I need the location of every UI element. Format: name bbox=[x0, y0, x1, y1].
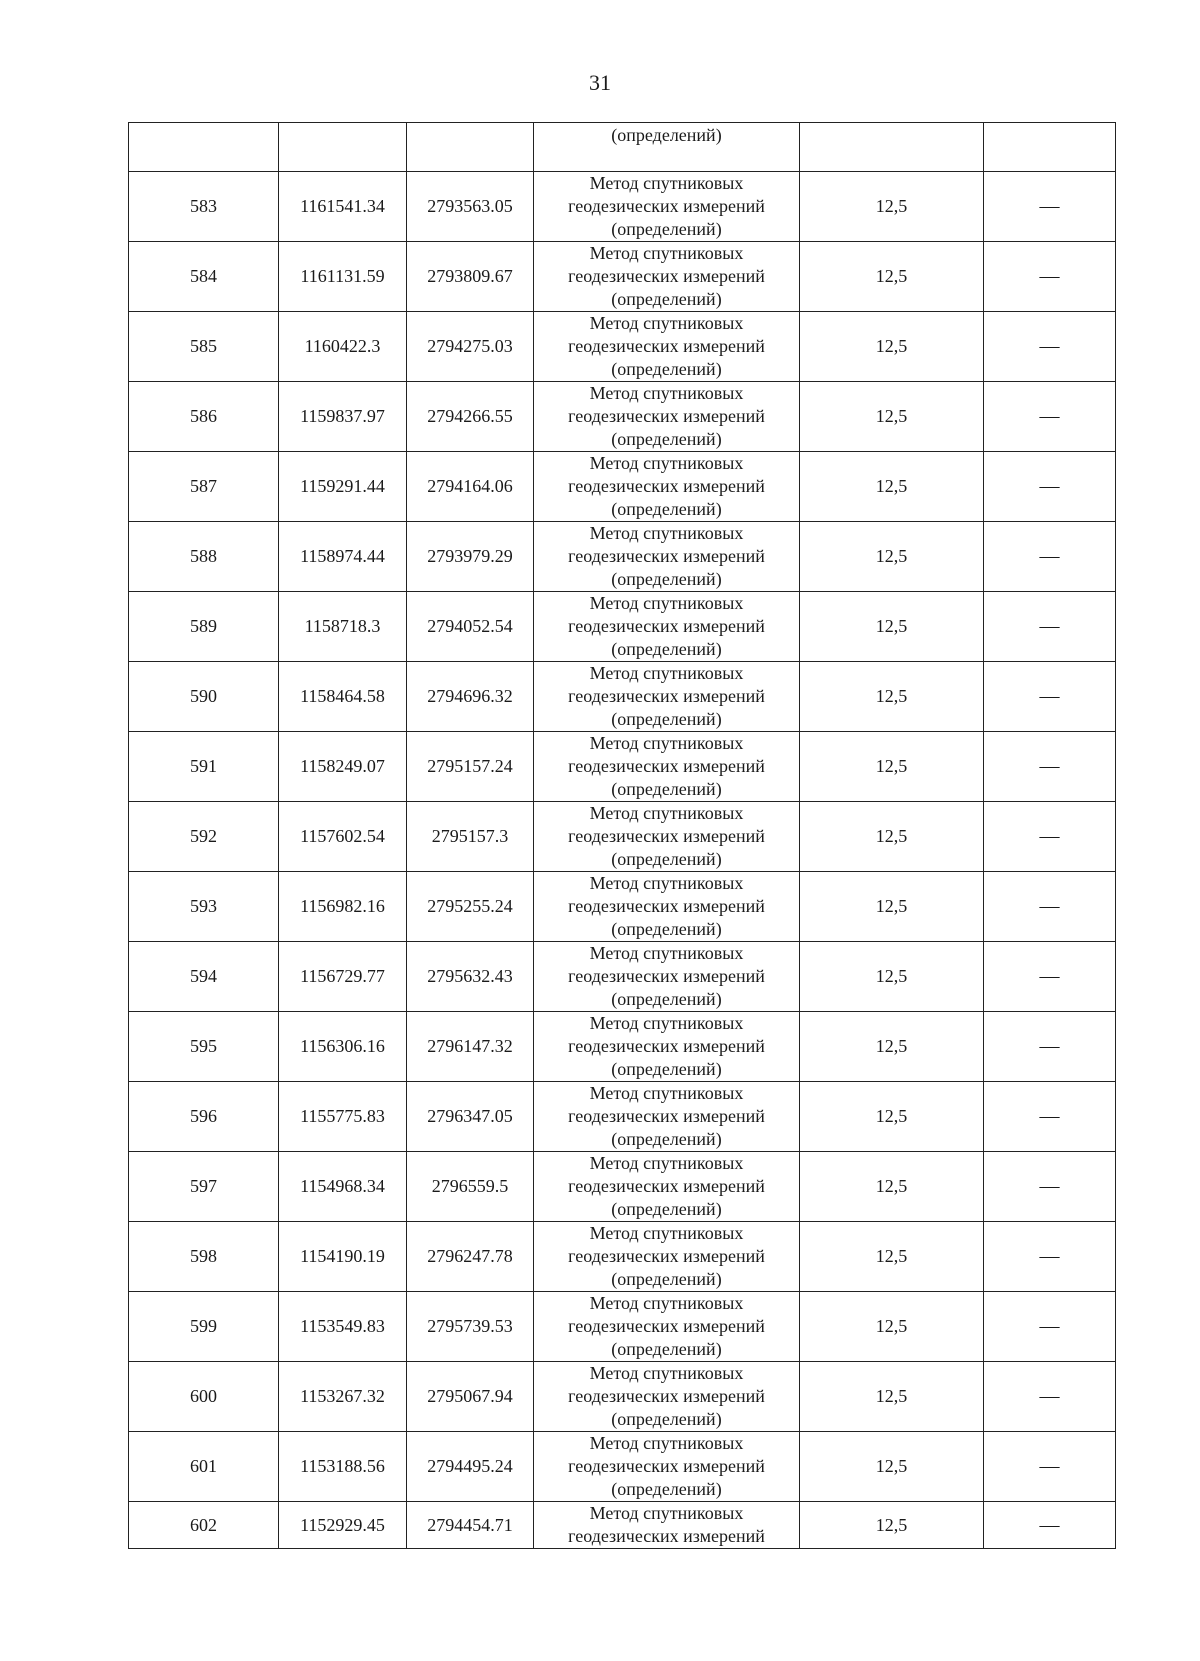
method-line: Метод спутниковых bbox=[589, 313, 744, 333]
table-row bbox=[129, 242, 1116, 312]
x-coordinate-cell: 1156306.16 bbox=[279, 1012, 407, 1082]
method-line: геодезических измерений bbox=[568, 1036, 765, 1056]
table-row bbox=[129, 452, 1116, 522]
point-number-cell: 602 bbox=[129, 1502, 279, 1549]
accuracy-cell: 12,5 bbox=[800, 1362, 984, 1432]
continued-cell-note bbox=[984, 123, 1116, 172]
method-cell bbox=[534, 312, 800, 382]
accuracy-cell: 12,5 bbox=[800, 802, 984, 872]
method-cell bbox=[534, 942, 800, 1012]
y-coordinate-cell: 2795067.94 bbox=[407, 1362, 534, 1432]
method-line: Метод спутниковых bbox=[589, 523, 744, 543]
note-cell: — bbox=[984, 1082, 1116, 1152]
accuracy-cell: 12,5 bbox=[800, 452, 984, 522]
x-coordinate-cell: 1156729.77 bbox=[279, 942, 407, 1012]
y-coordinate-cell: 2794052.54 bbox=[407, 592, 534, 662]
method-line: Метод спутниковых bbox=[589, 1363, 744, 1383]
method-line: Метод спутниковых bbox=[589, 733, 744, 753]
method-line: геодезических измерений bbox=[568, 546, 765, 566]
method-cell bbox=[534, 1362, 800, 1432]
continued-cell-accuracy bbox=[800, 123, 984, 172]
method-line: (определений) bbox=[611, 219, 722, 239]
point-number-cell: 588 bbox=[129, 522, 279, 592]
y-coordinate-cell: 2793563.05 bbox=[407, 172, 534, 242]
point-number-cell: 592 bbox=[129, 802, 279, 872]
y-coordinate-cell: 2794696.32 bbox=[407, 662, 534, 732]
table-row bbox=[129, 662, 1116, 732]
y-coordinate-cell: 2794275.03 bbox=[407, 312, 534, 382]
method-cell bbox=[534, 732, 800, 802]
y-coordinate-cell: 2795157.3 bbox=[407, 802, 534, 872]
method-line: геодезических измерений bbox=[568, 1386, 765, 1406]
table-row bbox=[129, 872, 1116, 942]
x-coordinate-cell: 1159291.44 bbox=[279, 452, 407, 522]
note-cell: — bbox=[984, 1292, 1116, 1362]
method-line: (определений) bbox=[611, 289, 722, 309]
continued-cell-x bbox=[279, 123, 407, 172]
table-row bbox=[129, 1502, 1116, 1549]
x-coordinate-cell: 1153549.83 bbox=[279, 1292, 407, 1362]
point-number-cell: 596 bbox=[129, 1082, 279, 1152]
x-coordinate-cell: 1153267.32 bbox=[279, 1362, 407, 1432]
method-line: (определений) bbox=[611, 359, 722, 379]
method-cell bbox=[534, 1502, 800, 1549]
y-coordinate-cell: 2796247.78 bbox=[407, 1222, 534, 1292]
x-coordinate-cell: 1154968.34 bbox=[279, 1152, 407, 1222]
table-row bbox=[129, 312, 1116, 382]
method-cell bbox=[534, 242, 800, 312]
y-coordinate-cell: 2795632.43 bbox=[407, 942, 534, 1012]
note-cell: — bbox=[984, 802, 1116, 872]
note-cell: — bbox=[984, 592, 1116, 662]
note-cell: — bbox=[984, 942, 1116, 1012]
accuracy-cell: 12,5 bbox=[800, 1502, 984, 1549]
method-line: (определений) bbox=[611, 1339, 722, 1359]
x-coordinate-cell: 1157602.54 bbox=[279, 802, 407, 872]
method-cell bbox=[534, 662, 800, 732]
table-row bbox=[129, 802, 1116, 872]
y-coordinate-cell: 2793809.67 bbox=[407, 242, 534, 312]
method-cell bbox=[534, 522, 800, 592]
note-cell: — bbox=[984, 242, 1116, 312]
method-cell bbox=[534, 1152, 800, 1222]
method-line: геодезических измерений bbox=[568, 966, 765, 986]
y-coordinate-cell: 2794495.24 bbox=[407, 1432, 534, 1502]
y-coordinate-cell: 2796147.32 bbox=[407, 1012, 534, 1082]
method-line: Метод спутниковых bbox=[589, 1293, 744, 1313]
continued-row bbox=[129, 123, 1116, 172]
method-line: геодезических измерений bbox=[568, 196, 765, 216]
x-coordinate-cell: 1154190.19 bbox=[279, 1222, 407, 1292]
method-line: геодезических измерений bbox=[568, 406, 765, 426]
note-cell: — bbox=[984, 382, 1116, 452]
method-line: геодезических измерений bbox=[568, 896, 765, 916]
point-number-cell: 601 bbox=[129, 1432, 279, 1502]
accuracy-cell: 12,5 bbox=[800, 242, 984, 312]
accuracy-cell: 12,5 bbox=[800, 732, 984, 802]
accuracy-cell: 12,5 bbox=[800, 942, 984, 1012]
y-coordinate-cell: 2793979.29 bbox=[407, 522, 534, 592]
method-cell bbox=[534, 1222, 800, 1292]
note-cell: — bbox=[984, 312, 1116, 382]
y-coordinate-cell: 2794454.71 bbox=[407, 1502, 534, 1549]
table-row bbox=[129, 1082, 1116, 1152]
table-row bbox=[129, 172, 1116, 242]
point-number-cell: 600 bbox=[129, 1362, 279, 1432]
method-cell bbox=[534, 1012, 800, 1082]
note-cell: — bbox=[984, 172, 1116, 242]
method-line: (определений) bbox=[611, 1059, 722, 1079]
method-line: Метод спутниковых bbox=[589, 943, 744, 963]
note-cell: — bbox=[984, 1012, 1116, 1082]
table-row bbox=[129, 382, 1116, 452]
method-line: геодезических измерений bbox=[568, 476, 765, 496]
method-cell bbox=[534, 172, 800, 242]
method-line: геодезических измерений bbox=[568, 1316, 765, 1336]
note-cell: — bbox=[984, 1362, 1116, 1432]
method-line: геодезических измерений bbox=[568, 1456, 765, 1476]
method-line: геодезических измерений bbox=[568, 686, 765, 706]
accuracy-cell: 12,5 bbox=[800, 1082, 984, 1152]
x-coordinate-cell: 1159837.97 bbox=[279, 382, 407, 452]
continued-cell-method: (определений) bbox=[534, 123, 800, 172]
method-cell bbox=[534, 802, 800, 872]
continued-cell-number bbox=[129, 123, 279, 172]
method-line: Метод спутниковых bbox=[589, 873, 744, 893]
accuracy-cell: 12,5 bbox=[800, 592, 984, 662]
x-coordinate-cell: 1152929.45 bbox=[279, 1502, 407, 1549]
note-cell: — bbox=[984, 1152, 1116, 1222]
y-coordinate-cell: 2796347.05 bbox=[407, 1082, 534, 1152]
method-line: Метод спутниковых bbox=[589, 173, 744, 193]
table-row bbox=[129, 1222, 1116, 1292]
method-line: (определений) bbox=[611, 779, 722, 799]
accuracy-cell: 12,5 bbox=[800, 1012, 984, 1082]
accuracy-cell: 12,5 bbox=[800, 1222, 984, 1292]
page-number: 31 bbox=[589, 70, 611, 95]
method-line: (определений) bbox=[611, 639, 722, 659]
point-number-cell: 598 bbox=[129, 1222, 279, 1292]
table-row bbox=[129, 1152, 1116, 1222]
accuracy-cell: 12,5 bbox=[800, 172, 984, 242]
y-coordinate-cell: 2794164.06 bbox=[407, 452, 534, 522]
method-line: (определений) bbox=[611, 1409, 722, 1429]
point-number-cell: 586 bbox=[129, 382, 279, 452]
method-line: геодезических измерений bbox=[568, 266, 765, 286]
accuracy-cell: 12,5 bbox=[800, 662, 984, 732]
method-line: (определений) bbox=[611, 709, 722, 729]
method-line: Метод спутниковых bbox=[589, 1433, 744, 1453]
method-line: (определений) bbox=[611, 1129, 722, 1149]
method-line: Метод спутниковых bbox=[589, 1083, 744, 1103]
table-row bbox=[129, 1292, 1116, 1362]
table-row bbox=[129, 522, 1116, 592]
x-coordinate-cell: 1155775.83 bbox=[279, 1082, 407, 1152]
method-line: (определений) bbox=[611, 429, 722, 449]
note-cell: — bbox=[984, 1222, 1116, 1292]
x-coordinate-cell: 1161131.59 bbox=[279, 242, 407, 312]
method-cell bbox=[534, 592, 800, 662]
method-line: Метод спутниковых bbox=[589, 663, 744, 683]
method-cell bbox=[534, 872, 800, 942]
y-coordinate-cell: 2794266.55 bbox=[407, 382, 534, 452]
point-number-cell: 585 bbox=[129, 312, 279, 382]
x-coordinate-cell: 1160422.3 bbox=[279, 312, 407, 382]
point-number-cell: 594 bbox=[129, 942, 279, 1012]
method-line: геодезических измерений bbox=[568, 616, 765, 636]
method-line: (определений) bbox=[611, 1199, 722, 1219]
method-line: геодезических измерений bbox=[568, 1526, 765, 1546]
y-coordinate-cell: 2795739.53 bbox=[407, 1292, 534, 1362]
note-cell: — bbox=[984, 522, 1116, 592]
x-coordinate-cell: 1153188.56 bbox=[279, 1432, 407, 1502]
coordinates-table bbox=[128, 122, 1116, 1549]
accuracy-cell: 12,5 bbox=[800, 312, 984, 382]
x-coordinate-cell: 1158249.07 bbox=[279, 732, 407, 802]
method-cell bbox=[534, 1082, 800, 1152]
point-number-cell: 597 bbox=[129, 1152, 279, 1222]
method-line: (определений) bbox=[611, 919, 722, 939]
y-coordinate-cell: 2796559.5 bbox=[407, 1152, 534, 1222]
method-line: Метод спутниковых bbox=[589, 1013, 744, 1033]
table-row bbox=[129, 1432, 1116, 1502]
table-row bbox=[129, 942, 1116, 1012]
note-cell: — bbox=[984, 662, 1116, 732]
coordinates-table-body bbox=[129, 123, 1116, 1549]
method-line: Метод спутниковых bbox=[589, 1503, 744, 1523]
method-line: (определений) bbox=[611, 569, 722, 589]
method-line: Метод спутниковых bbox=[589, 243, 744, 263]
x-coordinate-cell: 1156982.16 bbox=[279, 872, 407, 942]
accuracy-cell: 12,5 bbox=[800, 522, 984, 592]
note-cell: — bbox=[984, 1432, 1116, 1502]
method-line: Метод спутниковых bbox=[589, 383, 744, 403]
note-cell: — bbox=[984, 872, 1116, 942]
method-line: геодезических измерений bbox=[568, 1176, 765, 1196]
point-number-cell: 584 bbox=[129, 242, 279, 312]
method-cell bbox=[534, 1432, 800, 1502]
x-coordinate-cell: 1158718.3 bbox=[279, 592, 407, 662]
method-cell bbox=[534, 452, 800, 522]
method-line: геодезических измерений bbox=[568, 336, 765, 356]
method-line: Метод спутниковых bbox=[589, 1153, 744, 1173]
accuracy-cell: 12,5 bbox=[800, 872, 984, 942]
table-row bbox=[129, 1362, 1116, 1432]
table-row bbox=[129, 592, 1116, 662]
method-line: геодезических измерений bbox=[568, 1246, 765, 1266]
note-cell: — bbox=[984, 1502, 1116, 1549]
method-line: (определений) bbox=[611, 849, 722, 869]
table-row bbox=[129, 1012, 1116, 1082]
x-coordinate-cell: 1158464.58 bbox=[279, 662, 407, 732]
method-line: Метод спутниковых bbox=[589, 593, 744, 613]
method-line: Метод спутниковых bbox=[589, 453, 744, 473]
method-line: (определений) bbox=[611, 989, 722, 1009]
continued-cell-y bbox=[407, 123, 534, 172]
method-cell bbox=[534, 1292, 800, 1362]
method-line: (определений) bbox=[611, 1269, 722, 1289]
point-number-cell: 591 bbox=[129, 732, 279, 802]
method-cell bbox=[534, 382, 800, 452]
note-cell: — bbox=[984, 732, 1116, 802]
method-line: (определений) bbox=[611, 1479, 722, 1499]
point-number-cell: 583 bbox=[129, 172, 279, 242]
point-number-cell: 599 bbox=[129, 1292, 279, 1362]
accuracy-cell: 12,5 bbox=[800, 1432, 984, 1502]
x-coordinate-cell: 1161541.34 bbox=[279, 172, 407, 242]
x-coordinate-cell: 1158974.44 bbox=[279, 522, 407, 592]
point-number-cell: 593 bbox=[129, 872, 279, 942]
method-line: геодезических измерений bbox=[568, 826, 765, 846]
point-number-cell: 587 bbox=[129, 452, 279, 522]
accuracy-cell: 12,5 bbox=[800, 1292, 984, 1362]
note-cell: — bbox=[984, 452, 1116, 522]
method-line: Метод спутниковых bbox=[589, 803, 744, 823]
point-number-cell: 590 bbox=[129, 662, 279, 732]
method-line: геодезических измерений bbox=[568, 1106, 765, 1126]
method-line: геодезических измерений bbox=[568, 756, 765, 776]
accuracy-cell: 12,5 bbox=[800, 382, 984, 452]
y-coordinate-cell: 2795157.24 bbox=[407, 732, 534, 802]
accuracy-cell: 12,5 bbox=[800, 1152, 984, 1222]
method-line: (определений) bbox=[611, 499, 722, 519]
point-number-cell: 595 bbox=[129, 1012, 279, 1082]
method-line: Метод спутниковых bbox=[589, 1223, 744, 1243]
point-number-cell: 589 bbox=[129, 592, 279, 662]
y-coordinate-cell: 2795255.24 bbox=[407, 872, 534, 942]
table-row bbox=[129, 732, 1116, 802]
